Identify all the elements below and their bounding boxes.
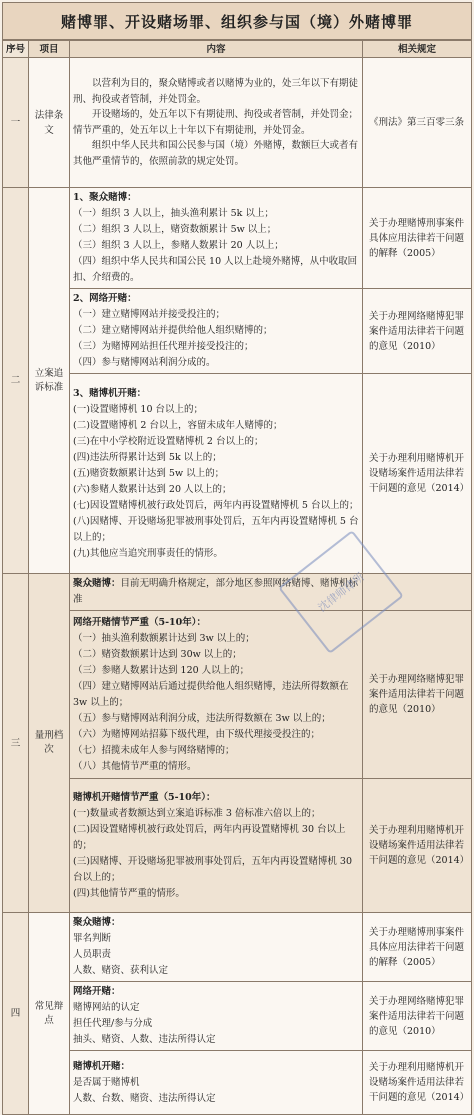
block-heading: 赌博机开赌： <box>73 1060 131 1072</box>
row-item: 常见辩点 <box>29 913 70 1115</box>
row-no: 四 <box>3 913 29 1115</box>
block-line: 担任代理/参与分成 <box>73 1018 153 1029</box>
table-row <box>3 188 472 289</box>
block-line: (五)赌资数额累计达到 5w 以上的； <box>73 467 225 479</box>
law-text <box>70 58 363 188</box>
related-provision: 关于办理网络赌博犯罪案件适用法律若干问题的意见（2010） <box>363 611 472 779</box>
block-line: 抽头、赌资、人数、违法所得认定 <box>73 1034 216 1045</box>
block-line: （八）其他情节严重的情形。 <box>73 760 197 772</box>
block-line: 人数、赌资、获利认定 <box>73 965 169 976</box>
block-line: (四)违法所得累计达到 5k 以上的； <box>73 451 222 463</box>
related-provision: 《刑法》第三百零三条 <box>363 58 472 188</box>
table-row <box>3 611 472 779</box>
document-page <box>2 2 472 1115</box>
page-title: 赌博罪、开设赌场罪、组织参与国（境）外赌博罪 <box>2 2 472 40</box>
block-heading: 3、赌博机开赌： <box>73 387 147 399</box>
table-row <box>3 574 472 611</box>
content-block <box>70 982 363 1051</box>
block-line: 罪名判断 <box>73 933 112 944</box>
block-line: (三)因赌博、开设赌场犯罪被刑事处罚后，五年内再设置赌博机 30 台以上的； <box>73 855 353 883</box>
related-provision: 关于办理网络赌博犯罪案件适用法律若干问题的意见（2010） <box>363 289 472 374</box>
block-line: （二）组织 3 人以上，赌资数额累计 5w 以上； <box>73 224 277 235</box>
table-row <box>3 1051 472 1115</box>
block-line: （一）抽头渔利数额累计达到 3w 以上的； <box>73 632 255 644</box>
header-ref: 相关规定 <box>363 41 472 58</box>
block-heading: 网络开赌情节严重（5-10年）： <box>73 616 207 628</box>
block-line: (六)参赌人数累计达到 20 人以上的； <box>73 483 232 495</box>
content-block <box>70 913 363 982</box>
block-line: 目前无明确升格规定，部分地区参照网络赌博、赌博机标准 <box>73 578 359 605</box>
block-line: (九)其他应当追究刑事责任的情形。 <box>73 547 223 559</box>
block-line: （一）组织 3 人以上，抽头渔利累计 5k 以上； <box>73 208 274 219</box>
block-line: （三）为赌博网站担任代理并接受投注的； <box>73 341 254 352</box>
law-paragraph: 以营利为目的，聚众赌博或者以赌博为业的，处三年以下有期徒刑、拘役或者管制，并处罚金。 <box>73 78 359 105</box>
related-provision: 关于办理利用赌博机开设赌场案件适用法律若干问题的意见（2014） <box>363 1051 472 1115</box>
related-provision <box>363 574 472 611</box>
block-heading: 2、网络开赌： <box>73 293 137 304</box>
related-provision: 关于办理网络赌博犯罪案件适用法律若干问题的意见（2010） <box>363 982 472 1051</box>
block-heading: 赌博机开赌情节严重（5-10年）： <box>73 791 216 803</box>
block-line: (二)设置赌博机 2 台以上，容留未成年人赌博的； <box>73 419 283 431</box>
related-provision: 关于办理利用赌博机开设赌场案件适用法律若干问题的意见（2014） <box>363 374 472 574</box>
content-block <box>70 188 363 289</box>
block-line: （二）建立赌博网站并提供给他人组织赌博的； <box>73 325 273 336</box>
row-no: 二 <box>3 188 29 574</box>
related-provision: 关于办理利用赌博机开设赌场案件适用法律若干问题的意见（2014） <box>363 779 472 913</box>
header-no: 序号 <box>3 41 29 58</box>
table-row <box>3 374 472 574</box>
content-block <box>70 574 363 611</box>
row-item: 法律条文 <box>29 58 70 188</box>
law-paragraph: 开设赌场的，处五年以下有期徒刑、拘役或者管制，并处罚金；情节严重的，处五年以上十年以下有期徒刑，并处罚金。 <box>73 109 359 136</box>
header-content: 内容 <box>70 41 363 58</box>
row-no: 三 <box>3 574 29 913</box>
block-line: (八)因赌博、开设赌场犯罪被刑事处罚后，五年内再设置赌博机 5 台以上的； <box>73 515 359 543</box>
block-line: (四)其他情节严重的情形。 <box>73 887 185 899</box>
table-row <box>3 913 472 982</box>
row-item: 立案追诉标准 <box>29 188 70 574</box>
block-line: （三）组织 3 人以上，参赌人数累计 20 人以上； <box>73 240 284 251</box>
table-header-row <box>3 41 472 58</box>
content-block <box>70 1051 363 1115</box>
block-line: 赌博网站的认定 <box>73 1002 140 1013</box>
row-no: 一 <box>3 58 29 188</box>
row-item: 量刑档次 <box>29 574 70 913</box>
content-block <box>70 611 363 779</box>
block-line: 是否属于赌博机 <box>73 1076 140 1088</box>
related-provision: 关于办理赌博刑事案件具体应用法律若干问题的解释（2005） <box>363 188 472 289</box>
block-heading: 1、聚众赌博： <box>73 192 137 203</box>
block-line: (一)设置赌博机 10 台以上的； <box>73 403 204 415</box>
block-line: （四）建立赌博网站后通过提供给他人组织赌博，违法所得数额在 3w 以上的； <box>73 680 349 708</box>
block-line: （七）招揽未成年人参与网络赌博的； <box>73 744 235 756</box>
law-paragraph: 组织中华人民共和国公民参与国（境）外赌博，数额巨大或者有其他严重情节的，依照前款的规定处罚。 <box>73 140 359 167</box>
block-heading: 聚众赌博： <box>73 917 121 928</box>
block-line: (三)在中小学校附近设置赌博机 2 台以上的； <box>73 435 264 447</box>
content-block <box>70 374 363 574</box>
table-row <box>3 289 472 374</box>
block-line: （四）组织中华人民共和国公民 10 人以上赴境外赌博，从中收取回扣、介绍费的。 <box>73 256 358 283</box>
block-line: (七)因设置赌博机被行政处罚后，两年内再设置赌博机 5 台以上的； <box>73 499 359 511</box>
block-line: （三）参赌人数累计达到 120 人以上的； <box>73 664 250 676</box>
legal-table <box>2 40 472 1115</box>
table-row <box>3 779 472 913</box>
block-line: 人数、台数、赌资、违法所得认定 <box>73 1092 216 1104</box>
block-line: （二）赌资数额累计达到 30w 以上的； <box>73 648 242 660</box>
table-row <box>3 58 472 188</box>
block-line: （五）参与赌博网站利润分成，违法所得数额在 3w 以上的； <box>73 712 331 724</box>
block-line: (一)数量或者数额达到立案追诉标准 3 倍标准六倍以上的； <box>73 807 321 819</box>
header-item: 项目 <box>29 41 70 58</box>
content-block <box>70 289 363 374</box>
block-line: （六）为赌博网站招募下级代理，由下级代理接受投注的； <box>73 728 321 740</box>
block-line: （四）参与赌博网站利润分成的。 <box>73 357 216 368</box>
watermark-stamp: 沈律师律所 <box>278 530 404 654</box>
table-row <box>3 982 472 1051</box>
related-provision: 关于办理赌博刑事案件具体应用法律若干问题的解释（2005） <box>363 913 472 982</box>
block-line: （一）建立赌博网站并接受投注的； <box>73 309 226 320</box>
block-line: 人员职责 <box>73 949 112 960</box>
block-heading: 网络开赌： <box>73 986 121 997</box>
block-heading: 聚众赌博： <box>73 578 121 589</box>
block-line: (二)因设置赌博机被行政处罚后，两年内再设置赌博机 30 台以上的； <box>73 823 346 851</box>
content-block <box>70 779 363 913</box>
